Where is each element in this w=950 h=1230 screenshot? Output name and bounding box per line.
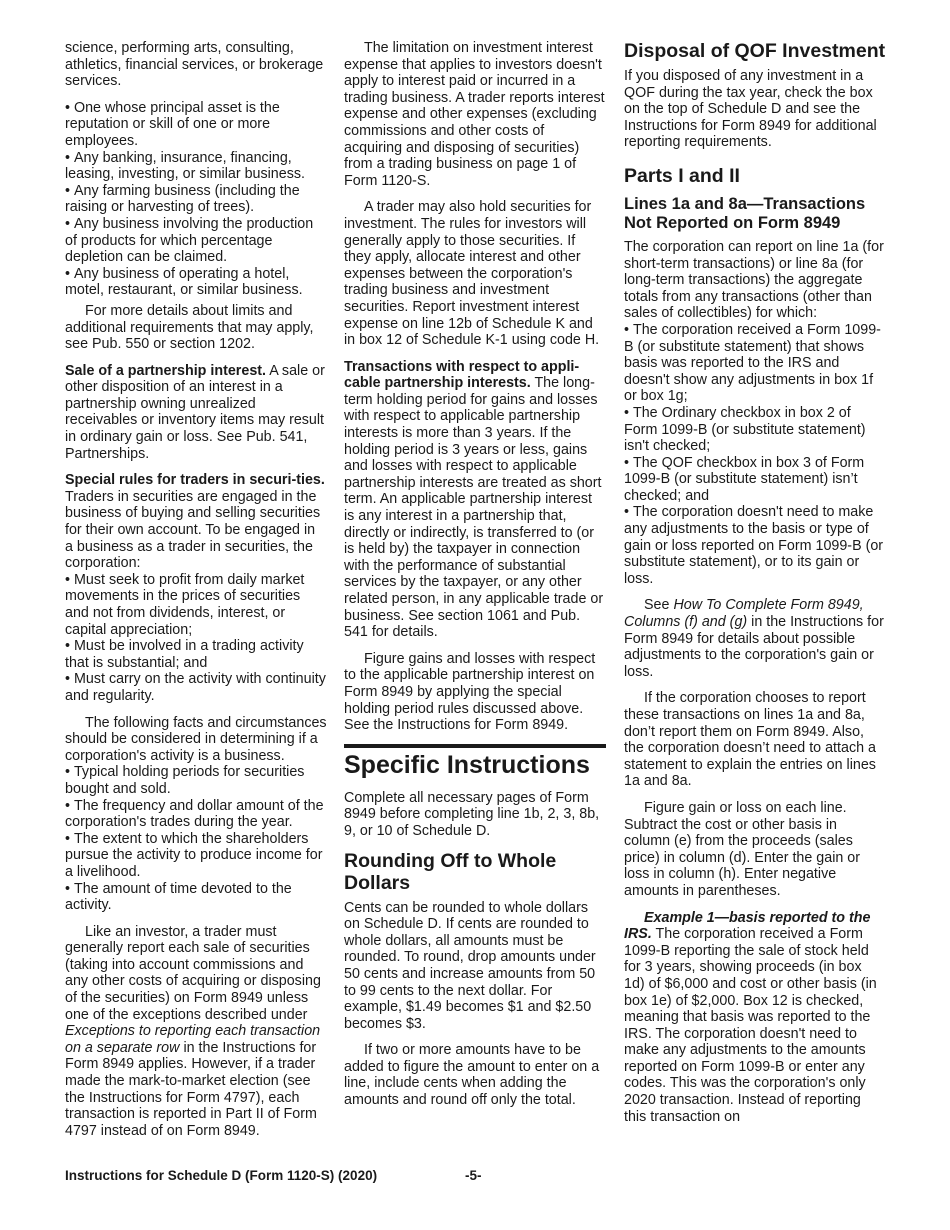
traders-paragraph — [65, 472, 327, 572]
bullet-item: • Any banking, insurance, financing, leasing, investing, or similar business. — [65, 150, 327, 183]
bullet-item: • The Ordinary checkbox in box 2 of Form 1099-B (or substitute statement) isn't checked; — [624, 405, 886, 455]
italic-reference: How To Complete Form 8949, Columns (f) and (g) — [624, 597, 864, 631]
page-number: -5- — [465, 1168, 482, 1183]
paragraph-text: in the Instructions for Form 8949 for details about possible adjustments to the corporation's gain or loss. — [624, 614, 884, 680]
paragraph: Complete all necessary pages of Form 8949 before completing line 1b, 2, 3, 8b, 9, or 10 of Schedule D. — [344, 789, 600, 839]
paragraph-text: The long-term holding period for gains and losses with respect to applicable partnership interests is more than 3 years. If the holding period is 3 years or less, gains and losses with respect to applicable partnership interests are treated as short term. An applicable partnership interest is any interest in a partnership that, directly or indirectly, is transferred to (or is held by) the taxpayer in connection with the performance of substantial services by the taxpayer, or any other related person, in any applicable trade or business. See section 1061 and Pub. 541 for details. — [344, 375, 604, 641]
bullet-item: • Any farming business (including the raising or harvesting of trees). — [65, 183, 327, 216]
run-in-heading: Example 1—basis reported to the IRS. — [624, 909, 871, 943]
parts-heading: Parts I and II — [624, 164, 740, 187]
paragraph: If two or more amounts have to be added to figure the amount to enter on a line, include cents when adding the amounts and round off only the total. — [344, 1042, 600, 1109]
example-paragraph — [624, 910, 886, 1126]
paragraph: A trader may also hold securities for investment. The rules for investors will generally apply to those securities. If they apply, allocate interest and other expenses between the corporation's trading business and investment securities. Report investment interest expense on line 12b of Schedule K and in box 12 of Schedule K-1 using code H. — [344, 199, 600, 349]
bullet-item: • Must carry on the activity with continuity and regularity. — [65, 671, 327, 704]
paragraph: The following facts and circumstances should be considered in determining if a corporation's activity is a business. — [65, 714, 327, 764]
bullet-item: • The extent to which the shareholders pursue the activity to produce income for a livelihood. — [65, 831, 327, 881]
transactions-paragraph — [344, 359, 606, 641]
paragraph-text: in the Instructions for Form 8949 applies. However, if a trader made the mark-to-market election (see the Instructions for Form 4797), each transaction is reported in Part II of Form 4797 instead of on Form 8949. — [65, 1039, 317, 1139]
paragraph: Figure gain or loss on each line. Subtract the cost or other basis in column (e) from the proceeds (sales price) in column (d). Enter the gain or loss in column (h). Enter negative amounts in parentheses. — [624, 799, 861, 899]
bullet-item: • Any business involving the production of products for which percentage depletion can be claimed. — [65, 216, 327, 266]
bullet-item: • The amount of time devoted to the activity. — [65, 881, 327, 914]
bullet-item: • Must seek to profit from daily market movements in the prices of securities and not from dividends, interest, or capital appreciation; — [65, 572, 327, 638]
bullet-item: • Typical holding periods for securities bought and sold. — [65, 764, 327, 797]
paragraph: The corporation can report on line 1a (for short-term transactions) or line 8a (for long-term transactions) the aggregate totals from any transactions (other than sales of collectibles) for which: — [624, 238, 884, 322]
paragraph-text: A sale or other disposition of an interest in a partnership owning unrealized receivables or inventory items may result in ordinary gain or loss. See Pub. 541, Partnerships. — [65, 362, 325, 462]
bullet-item: • Must be involved in a trading activity that is substantial; and — [65, 638, 327, 671]
paragraph: If the corporation chooses to report these transactions on lines 1a and 8a, don’t report them on Form 8949. Also, the corporation doesn’t need to attach a statement to explain the entries on lines 1a and 8a. — [624, 690, 876, 790]
run-in-heading: Sale of a partnership interest. — [65, 362, 267, 379]
paragraph: science, performing arts, consulting, athletics, financial services, or brokerage services. — [65, 40, 324, 90]
lines-heading: Lines 1a and 8a—Transactions Not Reported on Form 8949 — [624, 194, 866, 232]
column-3 — [624, 40, 886, 1135]
paragraph: For more details about limits and additional requirements that may apply, see Pub. 550 or section 1202. — [65, 302, 314, 353]
paragraph-text: Like an investor, a trader must generally report each sale of securities (taking into account commissions and any other costs of acquiring or disposing of the securities) on Form 8949 unless one of the exceptions described under — [65, 923, 321, 1023]
paragraph-text: Traders in securities are engaged in the business of buying and selling securities for their own account. To be engaged in a business as a trader in securities, the corporation: — [65, 488, 321, 572]
paragraph: Cents can be rounded to whole dollars on Schedule D. If cents are rounded to whole dollars, all amounts must be rounded. To round, drop amounts under 50 cents and increase amounts from 50 to 99 cents to the next dollar. For example, $1.49 becomes $1 and $2.50 becomes $3. — [344, 899, 596, 1032]
bullet-item: • The corporation doesn't need to make any adjustments to the basis or type of gain or loss reported on Form 1099-B (or substitute statement), or to its gain or loss. — [624, 504, 886, 587]
rounding-heading: Rounding Off to Whole Dollars — [344, 849, 557, 894]
column-2 — [344, 40, 606, 1119]
see-reference-paragraph — [624, 597, 886, 680]
bullet-item: • One whose principal asset is the reputation or skill of one or more employees. — [65, 100, 327, 150]
run-in-heading: Special rules for traders in securi-ties. — [65, 472, 325, 489]
paragraph: If you disposed of any investment in a QOF during the tax year, check the box on the top of Schedule D and see the Instructions for Form 8949 for additional reporting requirements. — [624, 68, 877, 151]
paragraph: Figure gains and losses with respect to the applicable partnership interest on Form 8949 by applying the special holding period rules discussed above. See the Instructions for Form 8949. — [344, 650, 596, 734]
paragraph-text: See — [644, 597, 670, 614]
bullet-item: • The frequency and dollar amount of the corporation's trades during the year. — [65, 798, 327, 831]
sale-partnership-paragraph — [65, 363, 327, 463]
column-1 — [65, 40, 327, 1149]
specific-instructions-heading: Specific Instructions — [344, 744, 606, 780]
bullet-item: • The QOF checkbox in box 3 of Form 1099-B (or substitute statement) isn’t checked; and — [624, 455, 886, 505]
run-in-heading: Transactions with respect to appli-cable partnership interests. — [344, 358, 580, 392]
qof-heading: Disposal of QOF Investment — [624, 40, 886, 62]
italic-reference: Exceptions to reporting each transaction on a separate row — [65, 1023, 321, 1056]
bullet-item: • The corporation received a Form 1099-B (or substitute statement) that shows basis was reported to the IRS and doesn't show any adjustments in box 1f or box 1g; — [624, 322, 886, 405]
footer-title: Instructions for Schedule D (Form 1120-S) (2020) — [65, 1168, 378, 1183]
paragraph-text: The corporation received a Form 1099-B reporting the sale of stock held for 3 years, showing proceeds (in box 1d) of $6,000 and cost or other basis (in box 1e) of $2,000. Box 12 is checked, meaning that basis was reported to the IRS. The corporation doesn't need to make any adjustments to the amounts reported on Form 1099-B or enter any codes. This was the corporation's only 2020 transaction. Instead of reporting this transaction on — [624, 926, 877, 1125]
paragraph: The limitation on investment interest expense that applies to investors doesn't apply to interest paid or incurred in a trading business. A trader reports interest expense and other expenses (excluding commissions and other costs of acquiring and disposing of securities) from a trading business on page 1 of Form 1120-S. — [344, 40, 605, 189]
bullet-item: • Any business of operating a hotel, motel, restaurant, or similar business. — [65, 266, 327, 299]
trader-reporting-paragraph — [65, 924, 327, 1140]
